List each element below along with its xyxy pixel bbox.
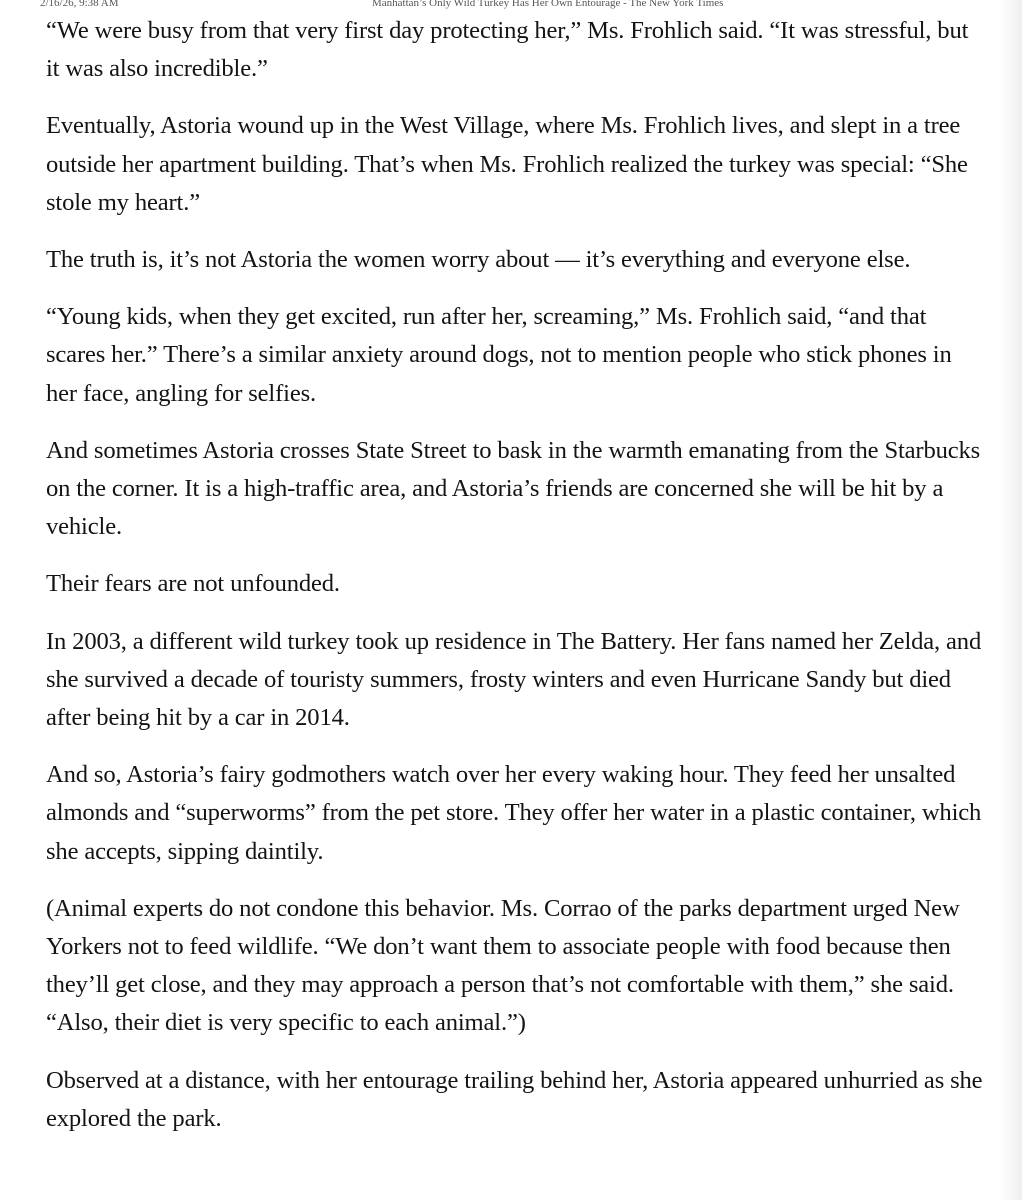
article-paragraph: And so, Astoria’s fairy godmothers watch over her every waking hour. They feed her unsalted almonds and “superworms” from the pet store. They offer her water in a plastic container, which she accepts, sipping daintily. [46,761,982,865]
article-paragraph: And sometimes Astoria crosses State Street to bask in the warmth emanating from the Starbucks on the corner. It is a high-traffic area, and Astoria’s friends are concerned she will be hit by a vehicle. [46,436,981,541]
article-paragraph: The truth is, it’s not Astoria the women worry about — it’s everything and everyone else. [46,246,911,274]
article-paragraph: “Young kids, when they get excited, run after her, screaming,” Ms. Frohlich said, “and that scares her.” There’s a similar anxiety around dogs, not to mention people who stick phones in her face, angling for selfies. [46,303,952,407]
article-paragraph: Their fears are not unfounded. [46,570,340,598]
article-paragraph: Eventually, Astoria wound up in the West Village, where Ms. Frohlich lives, and slept in a tree outside her apartment building. That’s when Ms. Frohlich realized the turkey was special: “She stole my heart.” [46,112,968,216]
article-paragraph: “We were busy from that very first day protecting her,” Ms. Frohlich said. “It was stressful, but it was also incredible.” [46,17,969,83]
print-page-title: Manhattan’s Only Wild Turkey Has Her Own Entourage - The New York Times [372,0,724,9]
print-header [0,0,1022,12]
article-paragraph: Observed at a distance, with her entourage trailing behind her, Astoria appeared unhurried as she explored the park. [46,1066,983,1132]
print-date: 2/16/26, 9:38 AM [40,0,119,9]
article-body [46,12,986,1157]
page-edge-shadow [1000,0,1022,1200]
article-paragraph: In 2003, a different wild turkey took up residence in The Battery. Her fans named her Zelda, and she survived a decade of touristy summers, frosty winters and even Hurricane Sandy but died after being hit by a car in 2014. [46,627,982,732]
article-paragraph: (Animal experts do not condone this behavior. Ms. Corrao of the parks department urged New Yorkers not to feed wildlife. “We don’t want them to associate people with food because then they’ll get close, and they may approach a person that’s not comfortable with them,” she said. “Also, their diet is very specific to each animal.”) [46,894,960,1037]
